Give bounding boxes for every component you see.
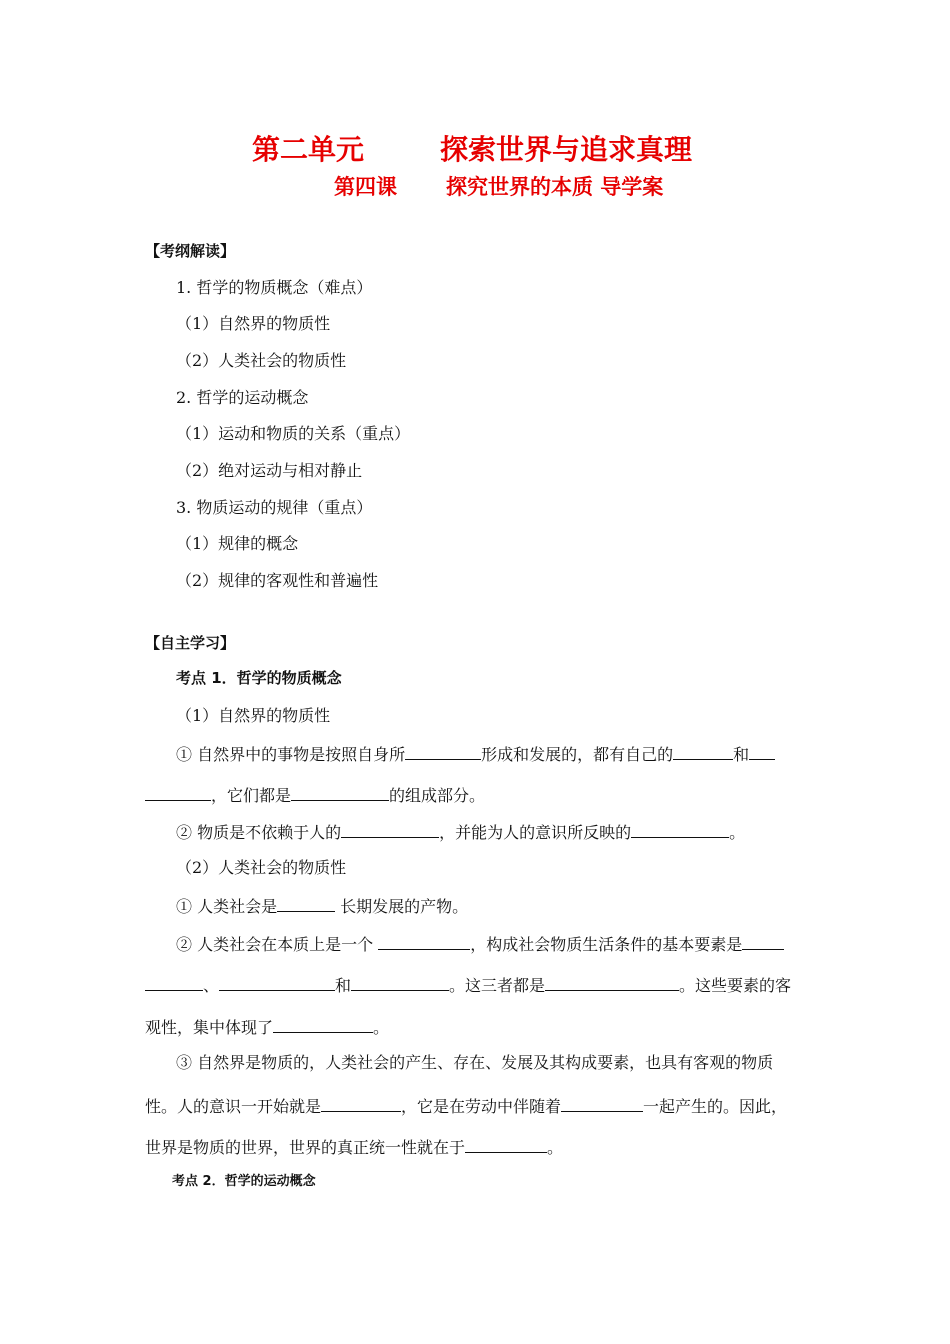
answer-blank[interactable]: [545, 976, 679, 991]
answer-blank[interactable]: [378, 935, 470, 950]
fill-in-sentence: 、 和 。这三者都是 。这些要素的客: [145, 976, 791, 994]
paragraph-line: ③ 自然界是物质的，人类社会的产生、存在、发展及其构成要素，也具有客观的物质: [176, 1053, 774, 1072]
fill-in-sentence: ① 自然界中的事物是按照自身所 形成和发展的，都有自己的 和: [176, 745, 775, 763]
fill-in-sentence: ，它们都是 的组成部分。: [145, 786, 485, 804]
answer-blank[interactable]: [145, 976, 203, 991]
answer-blank[interactable]: [277, 897, 335, 912]
fill-in-sentence: 世界是物质的世界，世界的真正统一性就在于 。: [145, 1138, 564, 1157]
answer-blank[interactable]: [321, 1097, 401, 1112]
subsection-heading: （1）自然界的物质性: [176, 706, 331, 725]
fill-in-sentence: ① 人类社会是 长期发展的产物。: [176, 897, 469, 916]
fill-in-sentence: ② 物质是不依赖于人的 ，并能为人的意识所反映的 。: [176, 823, 746, 842]
answer-blank[interactable]: [749, 745, 775, 760]
answer-blank[interactable]: [631, 823, 729, 838]
subsection-heading: （2）人类社会的物质性: [176, 858, 347, 877]
fill-in-sentence: ② 人类社会在本质上是一个 ，构成社会物质生活条件的基本要素是: [176, 935, 784, 953]
syllabus-item: （1）自然界的物质性: [176, 314, 331, 333]
answer-blank[interactable]: [145, 786, 211, 801]
answer-blank[interactable]: [273, 1018, 373, 1033]
syllabus-item: （1）规律的概念: [176, 534, 299, 553]
answer-blank[interactable]: [341, 823, 439, 838]
lesson-name: 探究世界的本质 导学案: [446, 175, 664, 199]
syllabus-item: 2. 哲学的运动概念: [176, 388, 309, 407]
self-study-heading: 【自主学习】: [145, 634, 236, 652]
syllabus-item: （2）人类社会的物质性: [176, 351, 347, 370]
unit-name: 探索世界与追求真理: [440, 133, 693, 166]
answer-blank[interactable]: [561, 1097, 643, 1112]
answer-blank[interactable]: [673, 745, 733, 760]
fill-in-sentence: 性。人的意识一开始就是 ，它是在劳动中伴随着 一起产生的。因此，: [145, 1097, 788, 1116]
fill-in-sentence: 观性，集中体现了 。: [145, 1018, 390, 1037]
answer-blank[interactable]: [291, 786, 389, 801]
answer-blank[interactable]: [405, 745, 481, 760]
answer-blank[interactable]: [465, 1138, 547, 1153]
unit-title: 第二单元: [252, 133, 365, 166]
syllabus-item: 3. 物质运动的规律（重点）: [176, 498, 373, 517]
answer-blank[interactable]: [219, 976, 335, 991]
syllabus-item: 1. 哲学的物质概念（难点）: [176, 278, 373, 297]
syllabus-item: （1）运动和物质的关系（重点）: [176, 424, 411, 443]
syllabus-item: （2）规律的客观性和普遍性: [176, 571, 379, 590]
exam-point-2: 考点 2．哲学的运动概念: [172, 1174, 316, 1189]
answer-blank[interactable]: [351, 976, 449, 991]
lesson-title: 第四课: [334, 175, 397, 199]
syllabus-item: （2）绝对运动与相对静止: [176, 461, 363, 480]
answer-blank[interactable]: [742, 935, 784, 950]
syllabus-heading: 【考纲解读】: [145, 242, 236, 260]
exam-point-1: 考点 1．哲学的物质概念: [176, 669, 342, 687]
